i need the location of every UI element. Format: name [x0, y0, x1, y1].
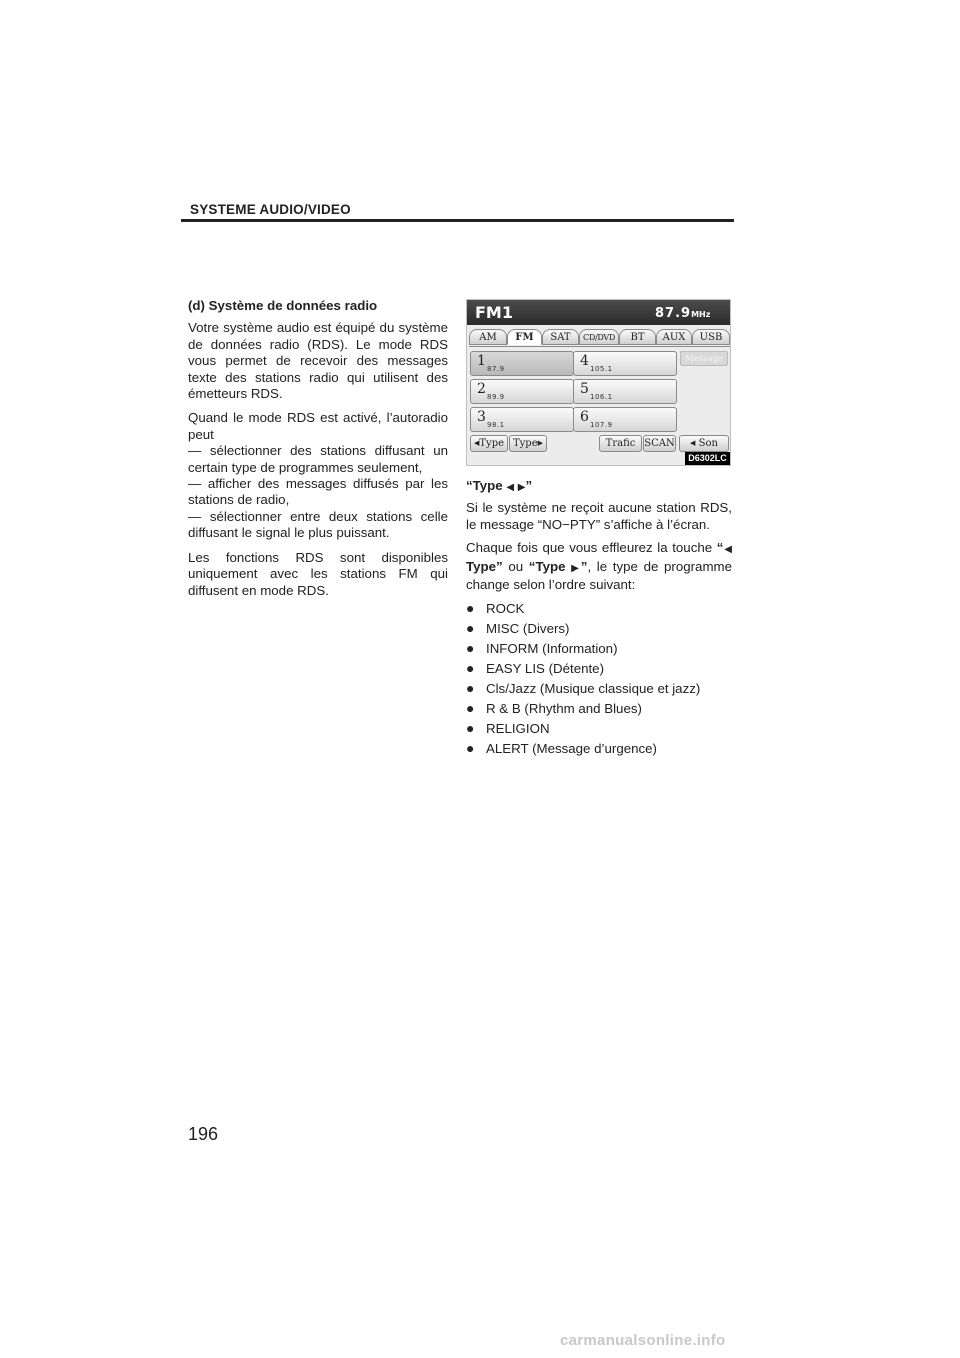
scan-button[interactable]: SCAN: [643, 435, 676, 452]
bullet-icon: ●: [466, 660, 475, 677]
rds-features-paragraph: [188, 410, 448, 541]
bullet-icon: ●: [466, 700, 475, 717]
page-number: 196: [188, 1124, 219, 1144]
tab-fm[interactable]: FM: [507, 329, 542, 345]
cycle-text-b: , le type de programme change selon l’ordre suivant:: [466, 558, 732, 593]
preset-frequency: 98.1: [487, 421, 505, 429]
trafic-button[interactable]: Trafic: [599, 435, 642, 452]
triangle-left-icon: ◀: [723, 544, 732, 556]
list-item: [466, 700, 732, 716]
section-header: SYSTEME AUDIO/VIDEO: [190, 202, 351, 217]
type-next-label: Type: [512, 438, 538, 449]
triangle-left-icon: ◀: [473, 439, 480, 447]
list-item: [466, 680, 732, 696]
preset-button-5[interactable]: [573, 379, 677, 404]
list-item-text: Cls/Jazz (Musique classique et jazz): [486, 681, 701, 697]
preset-number: 2: [477, 381, 486, 397]
tab-am[interactable]: AM: [469, 329, 507, 345]
type-subheading: [466, 478, 732, 496]
preset-button-1[interactable]: [470, 351, 574, 376]
triangle-right-icon: ▶: [537, 439, 544, 447]
message-button[interactable]: Message: [680, 351, 728, 366]
list-item-text: ALERT (Message d’urgence): [486, 741, 657, 757]
preset-button-4[interactable]: [573, 351, 677, 376]
radio-screen-figure: [466, 299, 731, 466]
no-pty-paragraph: Si le système ne reçoit aucune station RDS, le message “NO−PTY” s’affiche à l’écran.: [466, 500, 732, 532]
subhead-open: “Type: [466, 478, 507, 493]
speaker-icon: ◀: [690, 439, 696, 447]
list-item: [466, 720, 732, 736]
list-item-text: ROCK: [486, 601, 525, 617]
preset-number: 1: [477, 353, 486, 369]
bullet-icon: ●: [466, 680, 475, 697]
subhead-close: ”: [525, 478, 533, 493]
list-item-text: RELIGION: [486, 721, 550, 737]
right-column: [466, 478, 732, 760]
list-item-text: MISC (Divers): [486, 621, 570, 637]
band-title: FM1: [475, 303, 513, 322]
current-frequency: [655, 306, 710, 321]
bullet-icon: ●: [466, 600, 475, 617]
cycle-paragraph: [466, 540, 732, 593]
bullet-icon: ●: [466, 740, 475, 757]
list-item: [466, 600, 732, 616]
type-previous-button[interactable]: [470, 435, 508, 452]
preset-number: 5: [580, 381, 589, 397]
preset-frequency: 87.9: [487, 365, 505, 373]
feature-dash-2: — afficher des messages diffusés par les stations de radio,: [188, 476, 448, 508]
feature-dash-1: — sélectionner des stations diffusant un certain type de programmes seulement,: [188, 443, 448, 475]
list-item: [466, 620, 732, 636]
tab-bt[interactable]: BT: [619, 329, 656, 345]
screen-title-bar: [467, 300, 730, 325]
triangle-right-icon: ▶: [571, 562, 581, 574]
program-type-list: [466, 600, 732, 756]
header-rule: [181, 219, 734, 222]
watermark: carmanualsonline.info: [560, 1332, 726, 1349]
source-tab-row: [469, 329, 730, 347]
intro-paragraph: Votre système audio est équipé du système de données radio (RDS). Le mode RDS vous permet de recevoir des messages texte des stations radio qui utilisent des émetteurs RDS.: [188, 320, 448, 402]
tab-usb[interactable]: USB: [692, 329, 730, 345]
son-button[interactable]: [679, 435, 729, 452]
cycle-text-ou: ou: [502, 558, 529, 574]
triangle-right-icon: ▶: [517, 482, 526, 493]
bullet-icon: ●: [466, 640, 475, 657]
figure-code: D6302LC: [685, 452, 730, 465]
tab-cd-dvd[interactable]: CD/DVD: [579, 329, 619, 345]
list-item-text: EASY LIS (Détente): [486, 661, 605, 677]
triangle-left-icon: ◀: [506, 482, 515, 493]
list-item: [466, 660, 732, 676]
section-heading: (d) Système de données radio: [188, 298, 378, 313]
bullet-icon: ●: [466, 620, 475, 637]
features-intro: Quand le mode RDS est activé, l’autoradio peut: [188, 410, 448, 442]
preset-number: 6: [580, 409, 589, 425]
frequency-unit: MHz: [691, 310, 711, 319]
availability-paragraph: Les fonctions RDS sont disponibles uniquement avec les stations FM qui diffusent en mode RDS.: [188, 549, 448, 598]
type-prev-label: Type: [479, 438, 505, 449]
preset-button-6[interactable]: [573, 407, 677, 432]
preset-frequency: 106.1: [590, 393, 613, 401]
preset-number: 3: [477, 409, 486, 425]
list-item: [466, 640, 732, 656]
bullet-icon: ●: [466, 720, 475, 737]
feature-dash-3: — sélectionner entre deux stations celle diffusant le signal le plus puissant.: [188, 508, 448, 541]
preset-frequency: 89.9: [487, 393, 505, 401]
list-item-text: R & B (Rhythm and Blues): [486, 701, 642, 717]
type-button-ref-2: “Type ▶”: [528, 558, 588, 574]
cycle-text-a: Chaque fois que vous effleurez la touche: [466, 540, 717, 556]
left-column: [188, 298, 448, 607]
frequency-value: 87.9: [655, 306, 692, 321]
preset-frequency: 105.1: [590, 365, 613, 373]
list-item: [466, 740, 732, 756]
list-item-text: INFORM (Information): [486, 641, 618, 657]
type-next-button[interactable]: [509, 435, 547, 452]
preset-button-2[interactable]: [470, 379, 574, 404]
type-button-ref-1: “◀ Type”: [466, 540, 732, 574]
preset-button-3[interactable]: [470, 407, 574, 432]
tab-aux[interactable]: AUX: [656, 329, 692, 345]
preset-number: 4: [580, 353, 589, 369]
son-label: Son: [698, 438, 718, 449]
tab-sat[interactable]: SAT: [542, 329, 579, 345]
preset-frequency: 107.9: [590, 421, 613, 429]
